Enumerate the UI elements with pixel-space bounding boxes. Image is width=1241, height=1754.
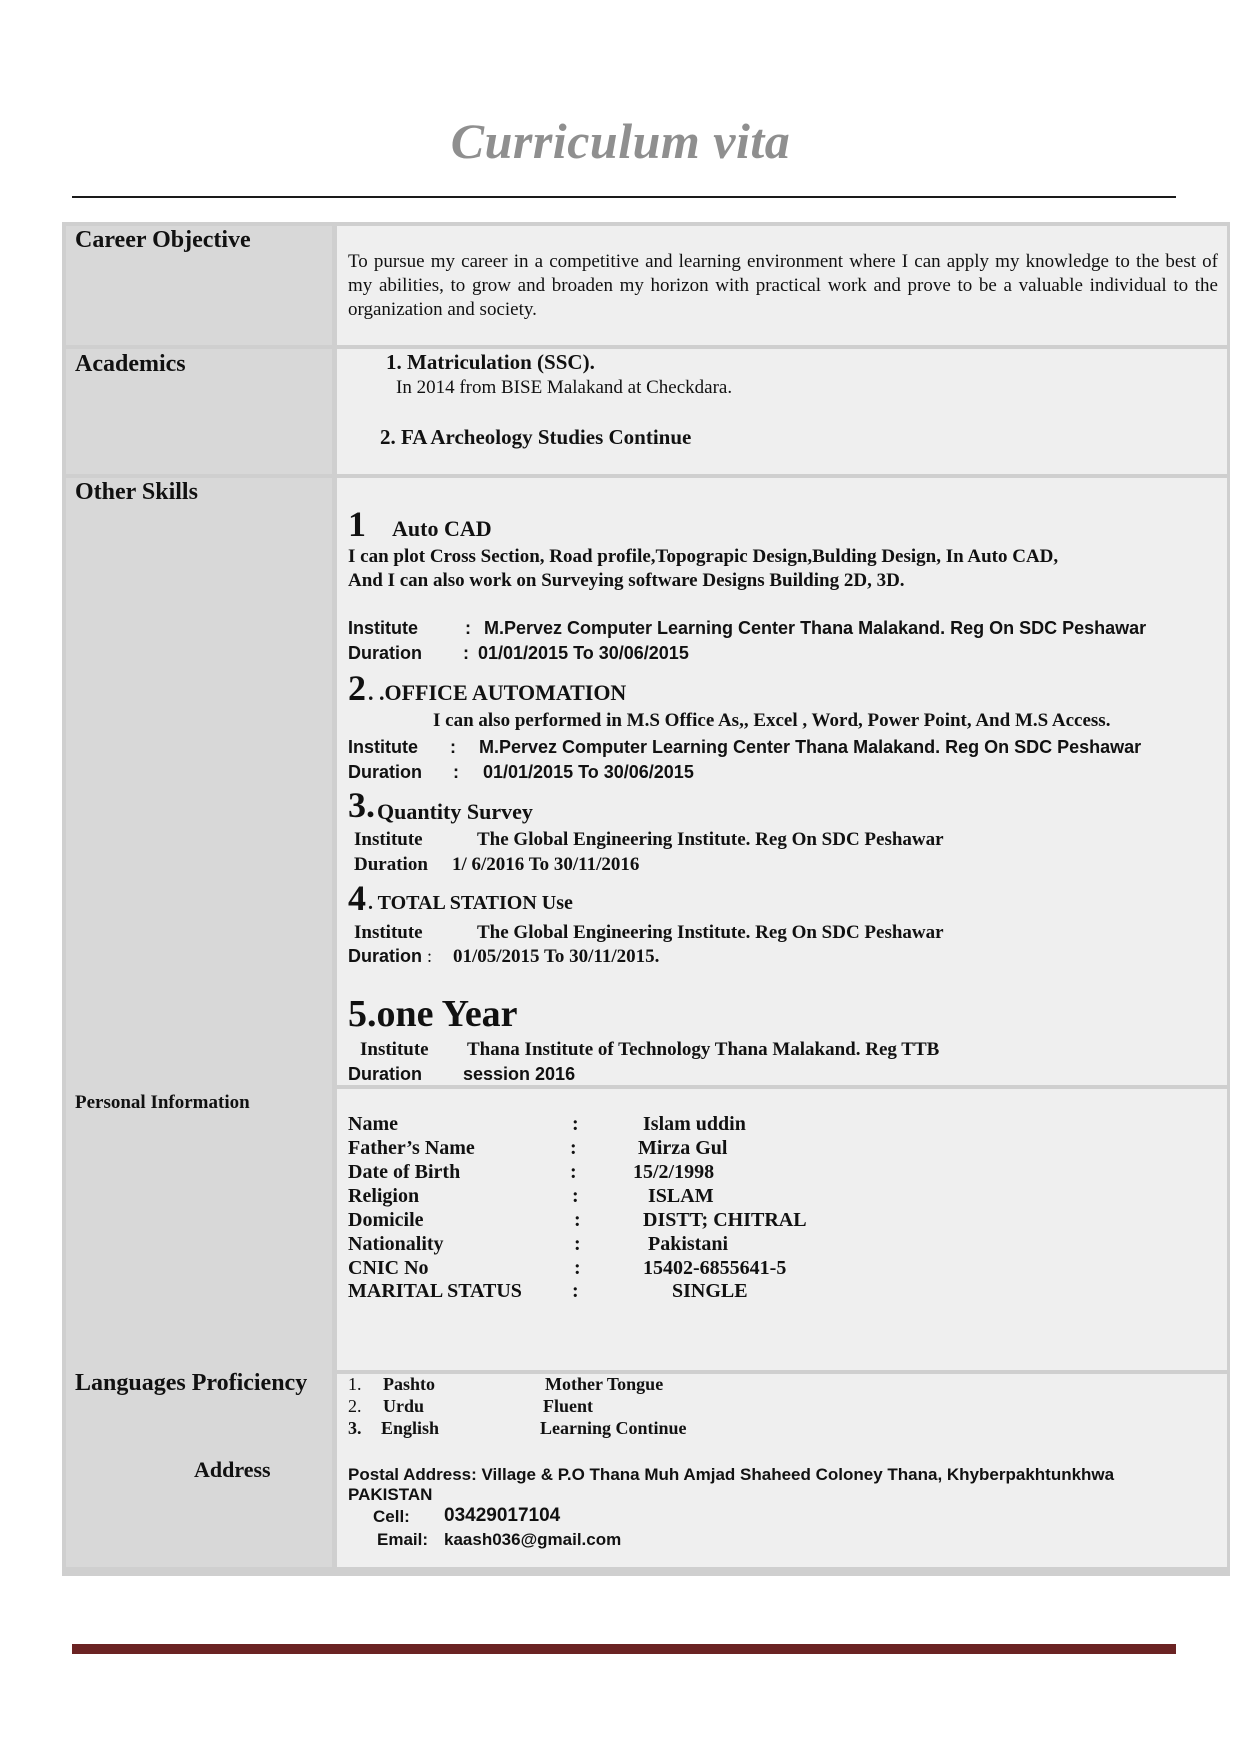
duration-value: 1/ 6/2016 To 30/11/2016 [452, 854, 640, 875]
duration-value: 01/01/2015 To 30/06/2015 [478, 643, 689, 663]
language-number: 3. [348, 1418, 362, 1438]
skill-number: 5. [348, 993, 377, 1035]
skill-title: Auto CAD [392, 516, 492, 541]
personal-field-separator: : [572, 1185, 579, 1207]
personal-field-separator: : [570, 1161, 577, 1183]
document-title: Curriculum vita [450, 113, 791, 169]
personal-field-separator: : [574, 1257, 581, 1279]
institute-value: Thana Institute of Technology Thana Malakand. Reg TTB [467, 1039, 940, 1060]
personal-field-value: 15/2/1998 [633, 1161, 715, 1183]
personal-field-value: SINGLE [672, 1280, 748, 1302]
language-name: English [381, 1418, 440, 1438]
academic-item-title: 2. FA Archeology Studies Continue [380, 425, 692, 449]
skill-number: 3. [348, 785, 375, 825]
skill-number: 2 [348, 668, 366, 708]
skill-number: 1 [348, 504, 366, 544]
personal-field-key: Name [348, 1113, 398, 1135]
personal-field-value: Islam uddin [643, 1113, 746, 1135]
duration-label: Duration [348, 1064, 422, 1084]
career-objective-text: To pursue my career in a competitive and learning environment where I can apply my knowledge to the best of my abilities, to grow and broaden my horizon with practical work and prove to be a valuable individual to the organization and society. [348, 251, 1218, 320]
address-label: Address [194, 1457, 271, 1482]
language-number: 2. [348, 1396, 362, 1416]
institute-value: M.Pervez Computer Learning Center Thana Malakand. Reg On SDC Peshawar [484, 618, 1147, 638]
institute-separator: : [465, 618, 471, 638]
title-divider [72, 196, 1176, 198]
academic-item-title: 1. Matriculation (SSC). [386, 350, 595, 374]
personal-field-key: MARITAL STATUS [348, 1280, 522, 1302]
institute-value: M.Pervez Computer Learning Center Thana Malakand. Reg On SDC Peshawar [479, 737, 1142, 757]
email-address: kaash036@gmail.com [444, 1530, 622, 1549]
duration-label: Duration [354, 854, 428, 875]
institute-label: Institute [354, 922, 423, 943]
personal-field-key: Date of Birth [348, 1161, 461, 1183]
institute-label: Institute [360, 1039, 429, 1060]
duration-value: session 2016 [463, 1064, 576, 1084]
skill-title: . .OFFICE AUTOMATION [368, 680, 627, 705]
duration-label: Duration [348, 643, 422, 663]
skill-description: I can also performed in M.S Office As,, Excel , Word, Power Point, And M.S Access. [433, 710, 1111, 731]
personal-field-separator: : [574, 1233, 581, 1255]
institute-label: Institute [348, 737, 418, 757]
details-label-column [66, 478, 332, 1567]
personal-field-key: CNIC No [348, 1257, 429, 1279]
postal-address-country: PAKISTAN [348, 1485, 433, 1504]
skill-number: 4 [348, 878, 366, 918]
postal-address: Postal Address: Village & P.O Thana Muh Amjad Shaheed Coloney Thana, Khyberpakhtunkhwa [348, 1465, 1115, 1484]
duration-label: Duration [348, 762, 422, 782]
skill-description: I can plot Cross Section, Road profile,Topograpic Design,Bulding Design, In Auto CAD, [348, 546, 1059, 567]
personal-field-value: Pakistani [648, 1233, 729, 1255]
duration-label: Duration [348, 946, 422, 966]
language-name: Pashto [383, 1374, 436, 1394]
personal-field-key: Nationality [348, 1233, 444, 1255]
skill-title: one Year [376, 993, 518, 1035]
skill-description: And I can also work on Surveying software Designs Building 2D, 3D. [348, 570, 905, 591]
personal-field-separator: : [570, 1137, 577, 1159]
institute-label: Institute [354, 829, 423, 850]
footer-rule [72, 1644, 1176, 1654]
institute-value: The Global Engineering Institute. Reg On SDC Peshawar [477, 922, 944, 943]
duration-value: 01/05/2015 To 30/11/2015. [453, 946, 660, 967]
personal-field-separator: : [572, 1280, 579, 1302]
language-number: 1. [348, 1374, 362, 1394]
cell-number: 03429017104 [444, 1505, 561, 1526]
institute-label: Institute [348, 618, 418, 638]
duration-separator: : [427, 946, 433, 966]
skill-title: Quantity Survey [377, 799, 533, 824]
duration-separator: : [453, 762, 459, 782]
cell-label: Cell: [373, 1507, 410, 1526]
academic-item-detail: In 2014 from BISE Malakand at Checkdara. [396, 377, 733, 398]
institute-value: The Global Engineering Institute. Reg On SDC Peshawar [477, 829, 944, 850]
other-skills-label: Other Skills [75, 479, 198, 505]
duration-separator: : [463, 643, 469, 663]
email-label: Email: [377, 1530, 429, 1549]
personal-field-value: DISTT; CHITRAL [643, 1209, 807, 1231]
institute-separator: : [450, 737, 456, 757]
personal-field-separator: : [572, 1113, 579, 1135]
skill-heading [348, 992, 518, 1036]
personal-field-key: Religion [348, 1185, 420, 1207]
academics-label: Academics [75, 351, 186, 377]
language-level: Fluent [543, 1396, 594, 1416]
personal-field-value: ISLAM [648, 1185, 714, 1207]
skill-title: . TOTAL STATION Use [368, 892, 573, 914]
personal-field-key: Domicile [348, 1209, 424, 1231]
language-name: Urdu [383, 1396, 425, 1416]
personal-field-value: Mirza Gul [638, 1137, 728, 1159]
career-objective-label: Career Objective [75, 227, 251, 253]
language-level: Learning Continue [540, 1418, 687, 1438]
personal-info-label: Personal Information [75, 1092, 250, 1113]
languages-label: Languages Proficiency [75, 1370, 308, 1396]
personal-field-separator: : [574, 1209, 581, 1231]
duration-value: 01/01/2015 To 30/06/2015 [483, 762, 694, 782]
personal-field-value: 15402-6855641-5 [643, 1257, 787, 1279]
personal-field-key: Father’s Name [348, 1137, 475, 1159]
language-level: Mother Tongue [545, 1374, 664, 1394]
